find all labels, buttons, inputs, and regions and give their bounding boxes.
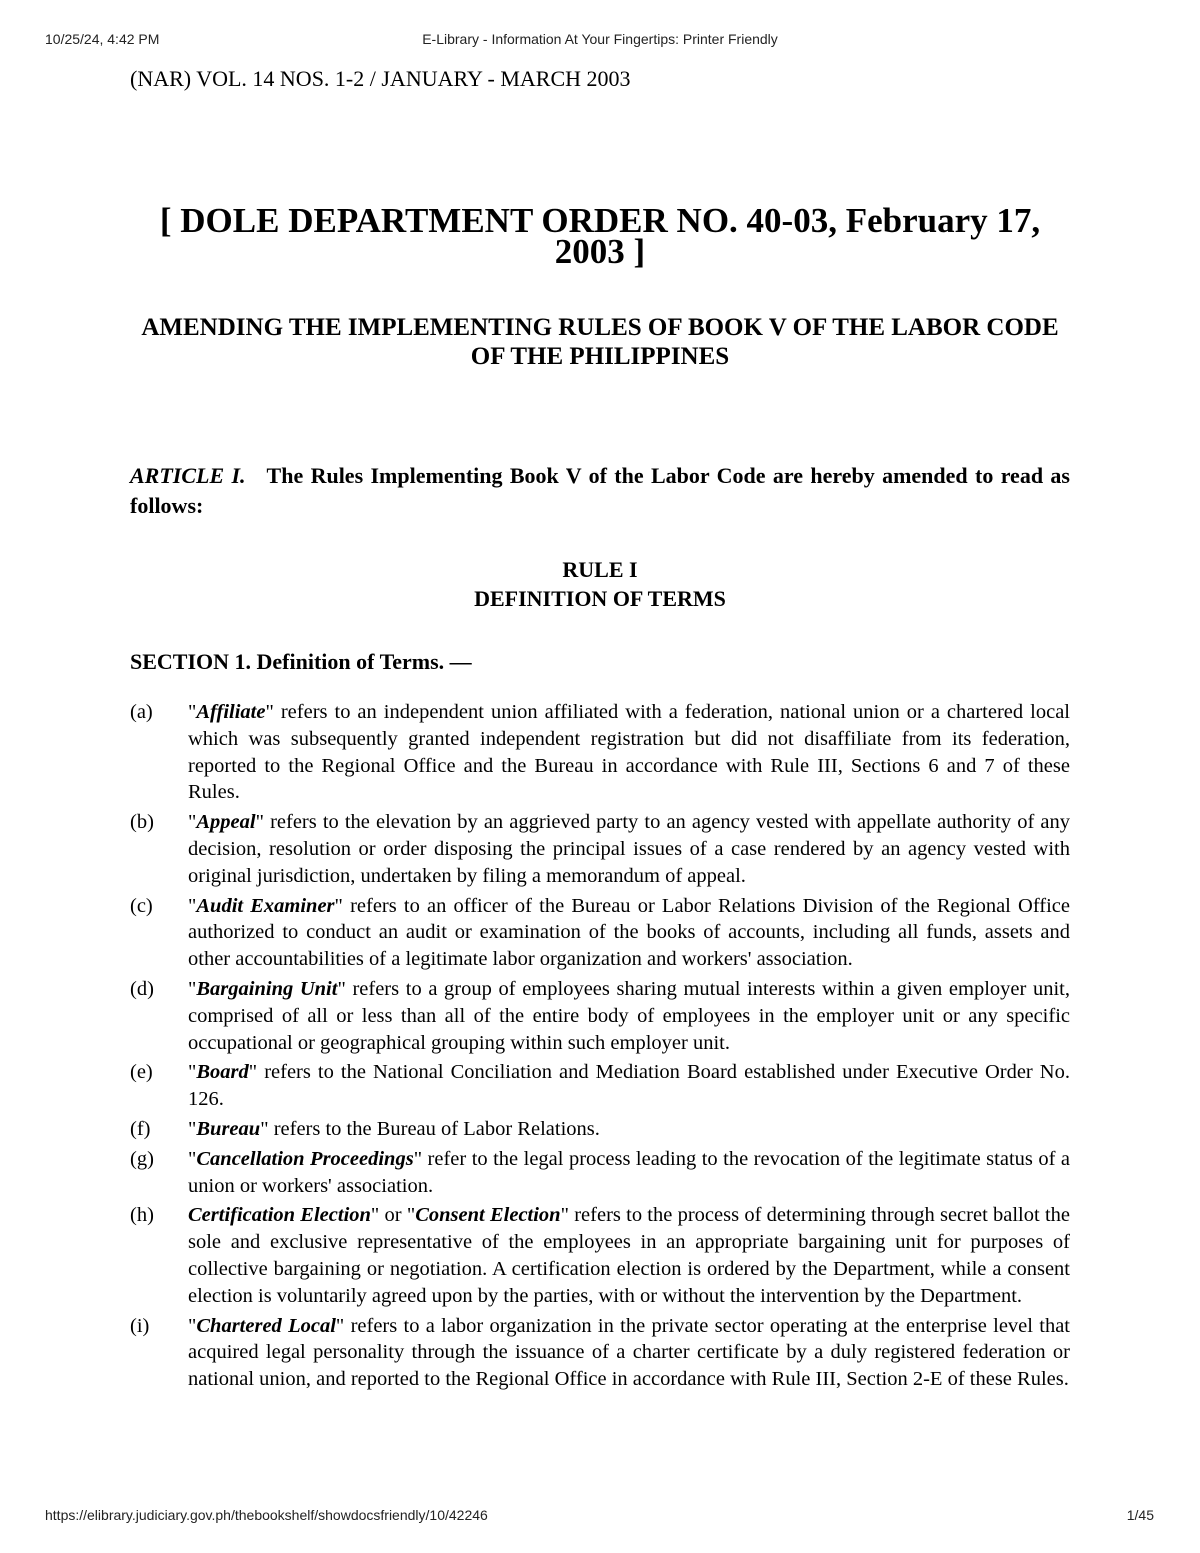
rule-number: RULE I — [562, 557, 638, 582]
print-url[interactable]: https://elibrary.judiciary.gov.ph/thebookshelf/showdocsfriendly/10/42246 — [45, 1507, 488, 1523]
definition-item — [130, 1202, 1070, 1309]
definition-term-secondary: Consent Election — [415, 1204, 561, 1227]
definition-term: Audit Examiner — [196, 894, 335, 917]
print-footer — [0, 1507, 1200, 1525]
definition-label: (g) — [130, 1147, 154, 1170]
definitions-list — [130, 699, 1070, 1393]
definition-label: (c) — [130, 894, 153, 917]
quote-mark: " — [260, 1117, 269, 1140]
definition-term: Bureau — [196, 1117, 261, 1140]
definition-text: refers to an independent union affiliated with a federation, national union or a chartered local which was subsequently granted independent registration but did not disaffiliate from its federation, reported to the Regional Office and the Bureau in accordance with Rule III, Sections 6 and 7 of these Rules. — [188, 701, 1070, 804]
definition-item — [130, 1146, 1070, 1200]
quote-mark: " — [337, 977, 346, 1000]
quote-mark: " — [560, 1204, 569, 1227]
definition-label: (d) — [130, 977, 154, 1000]
quote-mark: " — [188, 1147, 197, 1170]
definition-text: refers to a group of employees sharing mutual interests within a given employer unit, comprised of all or less than all of the entire body of employees in the employer unit or any specific occupational or geographical grouping within such employer unit. — [188, 977, 1070, 1054]
definition-item — [130, 809, 1070, 889]
quote-mark: " or " — [370, 1204, 416, 1227]
definition-text: refers to an officer of the Bureau or Labor Relations Division of the Regional Office authorized to conduct an audit or examination of the books of accounts, including all funds, assets and other accountabilities of a legitimate labor organization and workers' association. — [188, 894, 1070, 971]
definition-term: Board — [196, 1061, 249, 1084]
quote-mark: " — [188, 1061, 197, 1084]
definition-label: (f) — [130, 1117, 151, 1140]
definition-label: (b) — [130, 811, 154, 834]
definition-item — [130, 699, 1070, 806]
quote-mark: " — [335, 1314, 345, 1337]
quote-mark: " — [188, 1314, 197, 1337]
page-counter: 1/45 — [1126, 1507, 1154, 1523]
article-number: ARTICLE I. — [130, 463, 246, 488]
quote-mark: " — [188, 811, 197, 834]
quote-mark: " — [265, 701, 274, 723]
definition-label: (i) — [130, 1314, 150, 1337]
quote-mark: " — [188, 1117, 197, 1140]
definition-label: (a) — [130, 701, 153, 723]
definition-label: (e) — [130, 1061, 153, 1084]
quote-mark: " — [188, 701, 197, 723]
section-heading: SECTION 1. Definition of Terms. — — [130, 649, 472, 674]
journal-citation: (NAR) VOL. 14 NOS. 1-2 / JANUARY - MARCH 2003 — [130, 66, 631, 91]
definition-term: Cancellation Proceedings — [196, 1147, 414, 1170]
rule-heading — [130, 555, 1070, 613]
print-datetime: 10/25/24, 4:42 PM — [45, 31, 160, 47]
quote-mark: " — [413, 1147, 423, 1170]
quote-mark: " — [188, 894, 197, 917]
definition-term: Chartered Local — [196, 1314, 336, 1337]
print-page-title: E-Library - Information At Your Fingertips: Printer Friendly — [422, 31, 778, 47]
quote-mark: " — [188, 977, 197, 1000]
order-title: [ DOLE DEPARTMENT ORDER NO. 40-03, February 17, 2003 ] — [159, 201, 1041, 271]
order-subject: AMENDING THE IMPLEMENTING RULES OF BOOK V OF THE LABOR CODE OF THE PHILIPPINES — [141, 314, 1059, 370]
definition-term: Affiliate — [196, 701, 266, 723]
definition-item — [130, 976, 1070, 1056]
quote-mark: " — [255, 811, 264, 834]
definition-item — [130, 893, 1070, 973]
definition-text: refers to the Bureau of Labor Relations. — [268, 1117, 600, 1140]
article-text: The Rules Implementing Book V of the Labor Code are hereby amended to read as follows: — [130, 463, 1070, 518]
definition-term: Bargaining Unit — [196, 977, 338, 1000]
definition-term: Appeal — [196, 811, 256, 834]
definition-text: refers to a labor organization in the private sector operating at the enterprise level that acquired legal personality through the issuance of a charter certificate by a duly registered federation or national union, and reported to the Regional Office in accordance with Rule III, Section 2-E of these Rules. — [188, 1314, 1070, 1391]
rule-title: DEFINITION OF TERMS — [474, 586, 726, 611]
definition-item — [130, 1059, 1070, 1113]
document-body — [130, 63, 1070, 1396]
quote-mark: " — [248, 1061, 258, 1084]
definition-term: Certification Election — [188, 1204, 371, 1227]
print-header — [0, 31, 1200, 49]
definition-text: refers to the process of determining through secret ballot the sole and exclusive representative of the employees in an appropriate bargaining unit for purposes of collective bargaining or negotiation. A certification election is ordered by the Department, while a consent election is voluntarily agreed upon by the parties, with or without the intervention by the Department. — [188, 1204, 1070, 1307]
article-paragraph — [130, 461, 1070, 521]
definition-text: refer to the legal process leading to the revocation of the legitimate status of a union or workers' association. — [188, 1147, 1071, 1197]
definition-text: refers to the elevation by an aggrieved party to an agency vested with appellate authority of any decision, resolution or order disposing the principal issues of a case rendered by an agency vested with original jurisdiction, undertaken by filing a memorandum of appeal. — [188, 811, 1070, 887]
definition-item — [130, 1313, 1070, 1393]
quote-mark: " — [334, 894, 343, 917]
definition-text: refers to the National Conciliation and Mediation Board established under Executive Order No. 126. — [188, 1061, 1070, 1111]
definition-label: (h) — [130, 1204, 154, 1227]
definition-item — [130, 1116, 1070, 1143]
